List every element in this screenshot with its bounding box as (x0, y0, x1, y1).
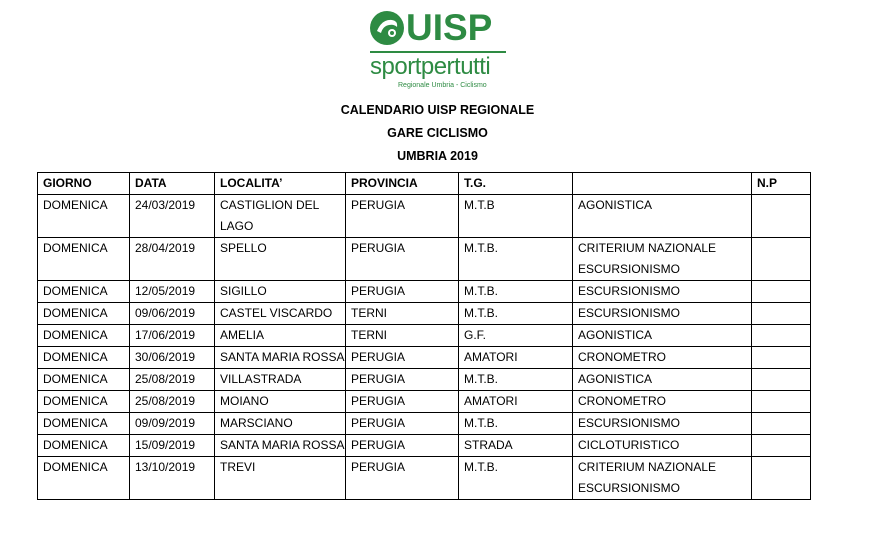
cell-np (752, 457, 811, 500)
cell-localita: SPELLO (215, 238, 346, 281)
table-header-row (38, 173, 811, 195)
cell-np (752, 391, 811, 413)
document-title-line-1: CALENDARIO UISP REGIONALE (340, 103, 535, 117)
cell-giorno: DOMENICA (38, 303, 130, 325)
cell-provincia: PERUGIA (346, 281, 459, 303)
column-header-localita: LOCALITA’ (215, 173, 346, 195)
cell-data: 09/09/2019 (130, 413, 215, 435)
cell-tg: STRADA (459, 435, 573, 457)
cell-provincia: PERUGIA (346, 457, 459, 500)
cell-tipo: AGONISTICA (573, 195, 752, 238)
cell-giorno: DOMENICA (38, 281, 130, 303)
logo-brand-text: UISP (406, 7, 493, 48)
table-row (38, 435, 811, 457)
cell-localita: AMELIA (215, 325, 346, 347)
column-header-data: DATA (130, 173, 215, 195)
cell-giorno: DOMENICA (38, 347, 130, 369)
column-header-np: N.P (752, 173, 811, 195)
cell-localita: TREVI (215, 457, 346, 500)
cell-tg: M.T.B. (459, 369, 573, 391)
cell-tg: AMATORI (459, 347, 573, 369)
cell-data: 30/06/2019 (130, 347, 215, 369)
uisp-emblem-icon (370, 11, 404, 45)
cell-giorno: DOMENICA (38, 391, 130, 413)
cell-np (752, 347, 811, 369)
cell-data: 25/08/2019 (130, 391, 215, 413)
cell-provincia: PERUGIA (346, 435, 459, 457)
column-header-provincia: PROVINCIA (346, 173, 459, 195)
cell-np (752, 281, 811, 303)
race-calendar-table (37, 172, 811, 500)
cell-tipo: CRONOMETRO (573, 347, 752, 369)
table-row (38, 457, 811, 500)
cell-localita: MOIANO (215, 391, 346, 413)
table-row (38, 325, 811, 347)
cell-data: 24/03/2019 (130, 195, 215, 238)
cell-provincia: TERNI (346, 325, 459, 347)
cell-np (752, 303, 811, 325)
cell-tg: M.T.B. (459, 413, 573, 435)
cell-np (752, 435, 811, 457)
cell-localita: CASTEL VISCARDO (215, 303, 346, 325)
document-title-line-3: UMBRIA 2019 (397, 149, 478, 163)
cell-np (752, 413, 811, 435)
cell-np (752, 238, 811, 281)
cell-tipo: ESCURSIONISMO (573, 281, 752, 303)
cell-provincia: TERNI (346, 303, 459, 325)
cell-provincia: PERUGIA (346, 391, 459, 413)
cell-tipo: CICLOTURISTICO (573, 435, 752, 457)
table-row (38, 238, 811, 281)
cell-tipo: CRONOMETRO (573, 391, 752, 413)
cell-tg: M.T.B. (459, 457, 573, 500)
cell-tipo: CRITERIUM NAZIONALE ESCURSIONISMO (573, 457, 752, 500)
column-header-tipo (573, 173, 752, 195)
cell-np (752, 325, 811, 347)
cell-giorno: DOMENICA (38, 369, 130, 391)
cell-localita: MARSCIANO (215, 413, 346, 435)
cell-np (752, 369, 811, 391)
cell-giorno: DOMENICA (38, 457, 130, 500)
cell-data: 28/04/2019 (130, 238, 215, 281)
cell-tipo: AGONISTICA (573, 325, 752, 347)
cell-localita: CASTIGLION DEL LAGO (215, 195, 346, 238)
cell-tg: AMATORI (459, 391, 573, 413)
table-row (38, 303, 811, 325)
cell-tipo: CRITERIUM NAZIONALE ESCURSIONISMO (573, 238, 752, 281)
cell-giorno: DOMENICA (38, 435, 130, 457)
table-row (38, 391, 811, 413)
cell-giorno: DOMENICA (38, 238, 130, 281)
logo-subtitle: Regionale Umbria - Ciclismo (398, 82, 487, 89)
logo-slogan: sportpertutti (370, 53, 491, 80)
table-row (38, 347, 811, 369)
cell-data: 12/05/2019 (130, 281, 215, 303)
column-header-tg: T.G. (459, 173, 573, 195)
cell-tg: M.T.B. (459, 281, 573, 303)
cell-tipo: AGONISTICA (573, 369, 752, 391)
cell-giorno: DOMENICA (38, 195, 130, 238)
cell-localita: SANTA MARIA ROSSA (215, 347, 346, 369)
table-row (38, 369, 811, 391)
cell-data: 09/06/2019 (130, 303, 215, 325)
cell-localita: SIGILLO (215, 281, 346, 303)
cell-localita: SANTA MARIA ROSSA (215, 435, 346, 457)
cell-provincia: PERUGIA (346, 369, 459, 391)
document-title-line-2: GARE CICLISMO (387, 126, 488, 140)
cell-np (752, 195, 811, 238)
uisp-logo (368, 8, 508, 92)
cell-provincia: PERUGIA (346, 347, 459, 369)
cell-data: 25/08/2019 (130, 369, 215, 391)
column-header-giorno: GIORNO (38, 173, 130, 195)
cell-localita: VILLASTRADA (215, 369, 346, 391)
cell-provincia: PERUGIA (346, 195, 459, 238)
cell-tipo: ESCURSIONISMO (573, 413, 752, 435)
table-row (38, 195, 811, 238)
cell-tg: G.F. (459, 325, 573, 347)
cell-tg: M.T.B (459, 195, 573, 238)
table-row (38, 413, 811, 435)
table-row (38, 281, 811, 303)
cell-tg: M.T.B. (459, 238, 573, 281)
cell-data: 13/10/2019 (130, 457, 215, 500)
cell-tg: M.T.B. (459, 303, 573, 325)
cell-data: 15/09/2019 (130, 435, 215, 457)
cell-giorno: DOMENICA (38, 413, 130, 435)
cell-provincia: PERUGIA (346, 238, 459, 281)
cell-provincia: PERUGIA (346, 413, 459, 435)
cell-data: 17/06/2019 (130, 325, 215, 347)
cell-giorno: DOMENICA (38, 325, 130, 347)
cell-tipo: ESCURSIONISMO (573, 303, 752, 325)
